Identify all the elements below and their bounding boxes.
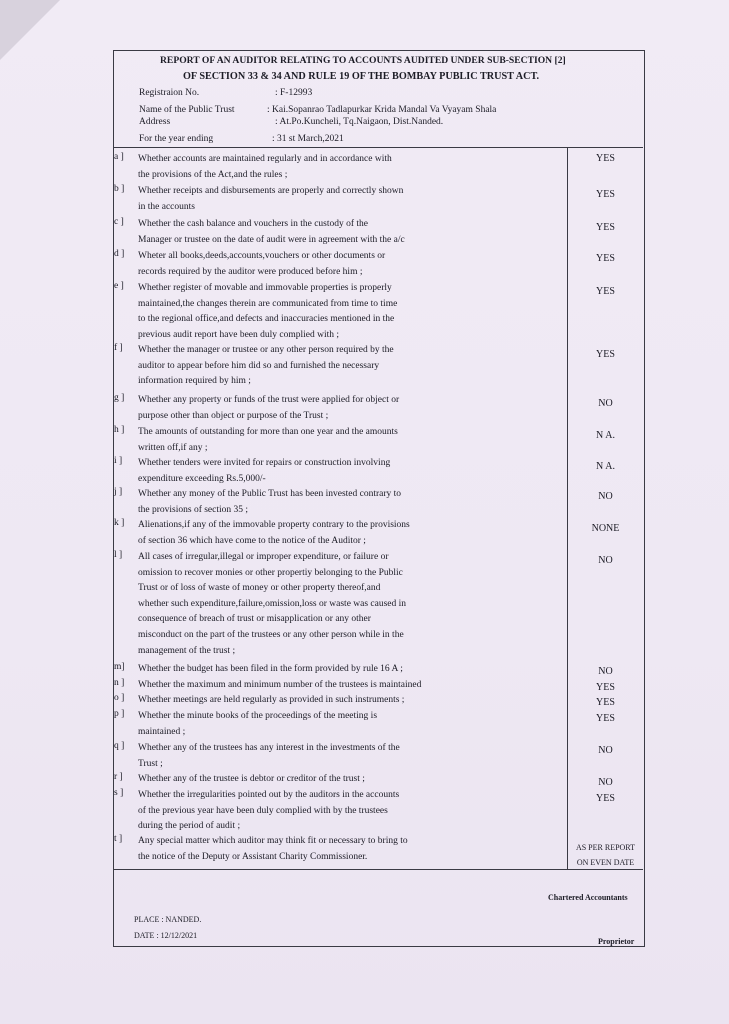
item-description-line: records required by the auditor were produced before him ;	[138, 266, 363, 277]
item-description	[138, 834, 558, 865]
item-letter: p ]	[114, 709, 125, 719]
item-answer: YES	[596, 286, 615, 297]
item-description-line: auditor to appear before him did so and furnished the necessary	[138, 360, 380, 371]
item-answer: NO	[598, 491, 613, 502]
item-letter: r ]	[114, 772, 123, 782]
item-description-line: The amounts of outstanding for more than one year and the amounts	[138, 427, 398, 437]
item-letter: l ]	[114, 550, 123, 560]
item-description-line: previous audit report have been duly complied with ;	[138, 329, 340, 340]
item-answer: YES	[596, 697, 615, 708]
item-description-line: Whether receipts and disbursements are properly and correctly shown	[138, 186, 404, 196]
item-description-line: purpose other than object or purpose of the Trust ;	[138, 410, 329, 421]
registration-value: : F-12993	[275, 88, 313, 98]
item-letter: q ]	[114, 741, 125, 751]
item-description-line: expenditure exceeding Rs.5,000/-	[138, 473, 266, 484]
item-description-line: the provisions of section 35 ;	[138, 504, 249, 515]
item-letter: a ]	[114, 152, 124, 162]
item-letter: d ]	[114, 249, 125, 259]
registration-label: Registraion No.	[139, 88, 200, 98]
item-answer: NONE	[591, 523, 620, 534]
item-letter: j ]	[114, 487, 123, 497]
item-description-line: Any special matter which auditor may think fit or necessary to bring to	[138, 836, 408, 846]
item-answer-continued: ON EVEN DATE	[576, 858, 635, 867]
item-description-line: information required by him ;	[138, 376, 251, 387]
table-bottom-rule	[113, 869, 643, 870]
page-fold-corner	[0, 0, 60, 60]
item-description-line: Whether the budget has been filed in the form provided by rule 16 A ;	[138, 664, 403, 674]
item-description-line: Whether the minute books of the proceedings of the meeting is	[138, 711, 378, 721]
item-answer: NO	[598, 777, 613, 788]
item-description-line: Trust ;	[138, 758, 163, 769]
item-description-line: Whether any money of the Public Trust has been invested contrary to	[138, 489, 402, 499]
item-description-line: Whether accounts are maintained regularly and in accordance with	[138, 154, 392, 164]
item-description-line: Whether any of the trustees has any interest in the investments of the	[138, 743, 400, 753]
item-description-line: written off,if any ;	[138, 442, 208, 453]
item-letter: h ]	[114, 425, 125, 435]
item-description	[138, 788, 558, 835]
item-description-line: Whether tenders were invited for repairs or construction involving	[138, 458, 391, 468]
item-description	[138, 249, 558, 280]
item-answer: YES	[596, 713, 615, 724]
item-letter: i ]	[114, 456, 123, 466]
item-answer: NO	[598, 398, 613, 409]
item-description-line: of section 36 which have come to the notice of the Auditor ;	[138, 535, 366, 546]
item-description	[138, 550, 558, 659]
item-answer: YES	[596, 189, 615, 200]
item-answer: YES	[596, 793, 615, 804]
item-description-line: to the regional office,and defects and inaccuracies mentioned in the	[138, 314, 395, 325]
item-description	[138, 772, 558, 788]
item-description-line: misconduct on the part of the trustees or any other person while in the	[138, 629, 404, 640]
address-label: Address	[139, 117, 171, 127]
item-description-line: Manager or trustee on the date of audit were in agreement with the a/c	[138, 234, 405, 245]
item-description-line: Whether the irregularities pointed out by the auditors in the accounts	[138, 790, 400, 800]
item-answer: YES	[596, 349, 615, 360]
item-description-line: the notice of the Deputy or Assistant Charity Commissioner.	[138, 851, 368, 862]
item-description	[138, 343, 558, 390]
item-letter: m]	[114, 662, 125, 672]
item-description-line: in the accounts	[138, 201, 195, 212]
item-answer: NO	[598, 555, 613, 566]
item-description	[138, 281, 558, 343]
item-description-line: All cases of irregular,illegal or improper expenditure, or failure or	[138, 552, 389, 562]
item-description-line: the provisions of the Act,and the rules ;	[138, 169, 288, 180]
item-description-line: during the period of audit ;	[138, 821, 241, 832]
year-ending-value: : 31 st March,2021	[272, 134, 344, 144]
item-letter: c ]	[114, 217, 124, 227]
item-answer: NO	[598, 666, 613, 677]
report-date: DATE : 12/12/2021	[134, 931, 198, 940]
item-description-line: Whether meetings are held regularly as provided in such instruments ;	[138, 695, 405, 705]
item-letter: e ]	[114, 281, 124, 291]
address-value: : At.Po.Kuncheli, Tq.Naigaon, Dist.Nanded.	[275, 117, 444, 127]
item-letter: t ]	[114, 834, 123, 844]
item-description-line: Whether the cash balance and vouchers in the custody of the	[138, 219, 369, 229]
item-description-line: whether such expenditure,failure,omission,loss or waste was caused in	[138, 598, 407, 609]
item-description-line: Whether any of the trustee is debtor or creditor of the trust ;	[138, 774, 365, 784]
item-description-line: management of the trust ;	[138, 645, 236, 656]
item-answer: YES	[596, 682, 615, 693]
item-description-line: Wheter all books,deeds,accounts,vouchers or other documents or	[138, 251, 386, 261]
item-description-line: omission to recover monies or other propertiy belonging to the Public	[138, 567, 403, 578]
item-letter: n ]	[114, 678, 125, 688]
item-description-line: Whether register of movable and immovable properties is properly	[138, 283, 392, 293]
item-letter: b ]	[114, 184, 125, 194]
place: PLACE : NANDED.	[134, 915, 202, 924]
item-description	[138, 662, 558, 678]
item-description	[138, 518, 558, 549]
item-letter: g ]	[114, 393, 125, 403]
item-description-line: consequence of breach of trust or misapplication or any other	[138, 614, 371, 625]
item-description	[138, 693, 558, 709]
item-description	[138, 709, 558, 740]
item-description	[138, 393, 558, 424]
item-description	[138, 678, 558, 694]
trust-name-label: Name of the Public Trust	[139, 105, 235, 115]
item-letter: f ]	[114, 343, 123, 353]
item-answer: YES	[596, 253, 615, 264]
item-answer: NO	[598, 745, 613, 756]
chartered-accountants-label: Chartered Accountants	[548, 893, 628, 902]
item-description-line: Alienations,if any of the immovable property contrary to the provisions	[138, 520, 410, 530]
item-answer: YES	[596, 153, 615, 164]
item-description-line: Trust or of loss of waste of money or other property thereof,and	[138, 583, 381, 594]
report-title-line-2: OF SECTION 33 & 34 AND RULE 19 OF THE BOMBAY PUBLIC TRUST ACT.	[183, 71, 540, 82]
item-letter: k ]	[114, 518, 125, 528]
item-description-line: Whether the maximum and minimum number of the trustees is maintained	[138, 680, 422, 690]
year-ending-label: For the year ending	[139, 134, 214, 144]
report-title-line-1: REPORT OF AN AUDITOR RELATING TO ACCOUNTS AUDITED UNDER SUB-SECTION [2]	[160, 55, 566, 66]
item-answer: N A.	[596, 430, 615, 441]
item-description-line: maintained,the changes therein are communicated from time to time	[138, 298, 398, 309]
item-answer: AS PER REPORT	[575, 843, 636, 852]
item-answer: YES	[596, 222, 615, 233]
item-description-line: Whether any property or funds of the trust were applied for object or	[138, 395, 400, 405]
trust-name-value: : Kai.Sopanrao Tadlapurkar Krida Mandal Va Vyayam Shala	[267, 105, 497, 115]
item-description	[138, 152, 558, 183]
item-description	[138, 217, 558, 248]
item-description-line: maintained ;	[138, 726, 186, 737]
item-description	[138, 487, 558, 518]
item-answer: N A.	[596, 461, 615, 472]
item-description	[138, 456, 558, 487]
item-description	[138, 741, 558, 772]
item-description-line: Whether the manager or trustee or any other person required by the	[138, 345, 394, 355]
proprietor-label: Proprietor	[598, 937, 635, 946]
table-top-rule	[113, 147, 643, 148]
item-letter: s ]	[114, 788, 124, 798]
item-description	[138, 425, 558, 456]
item-description-line: of the previous year have been duly complied with by the trustees	[138, 805, 388, 816]
item-letter: o ]	[114, 693, 125, 703]
item-description	[138, 184, 558, 215]
